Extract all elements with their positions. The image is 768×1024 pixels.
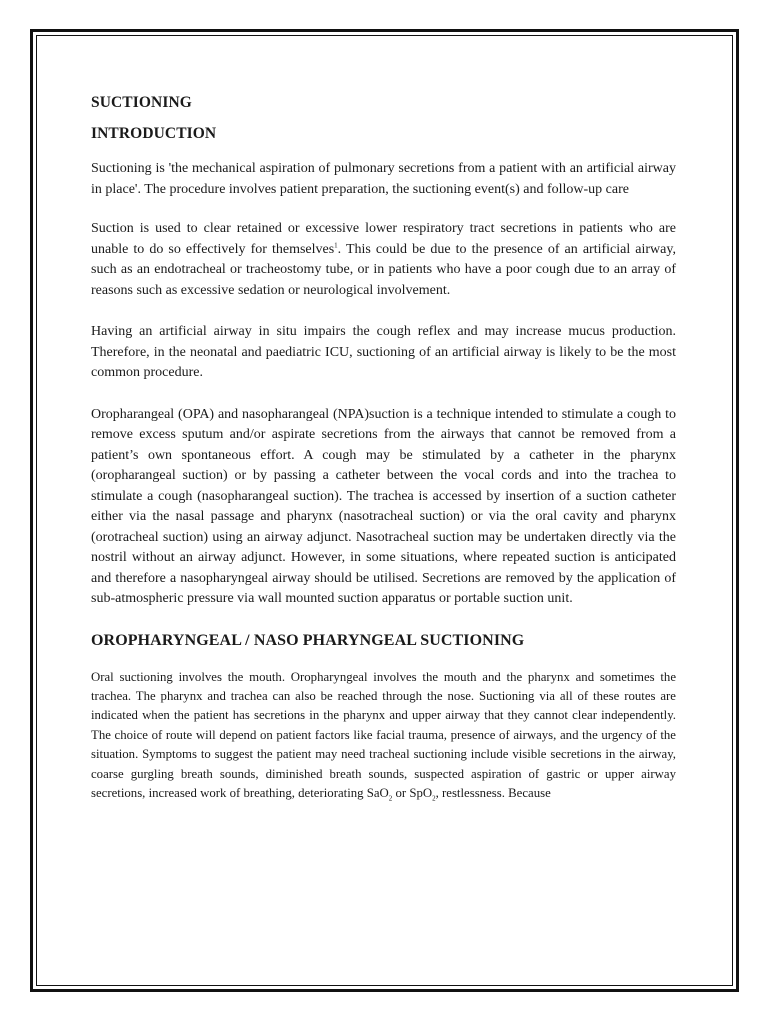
paragraph-purpose-text-a: Suction is used to clear retained or excessive lower respiratory tract secretions in patients who are unable to do so effectively for themselves bbox=[91, 221, 676, 257]
document-body bbox=[91, 94, 676, 803]
document-title: SUCTIONING bbox=[91, 94, 192, 111]
section-heading: OROPHARYNGEAL / NASO PHARYNGEAL SUCTIONING bbox=[91, 631, 525, 649]
footnote-reference: 1 bbox=[334, 240, 338, 249]
paragraph-oral-suctioning bbox=[91, 668, 676, 804]
paragraph-oral-text-a: Oral suctioning involves the mouth. Oropharyngeal involves the mouth and the pharynx and sometimes the trachea. The pharynx and trachea can also be reached through the nose. Suctioning via all of these routes are indicated when the patient has secretions in the pharynx and upper airway that they cannot clear independently. The choice of route will depend on patient factors like facial trauma, presence of airways, and the urgency of the situation. Symptoms to suggest the patient may need tracheal suctioning include visible secretions in the airway, coarse gurgling breath sounds, diminished breath sounds, suspected aspiration of gastric or upper airway secretions, increased work of breathing, deteriorating SaO bbox=[91, 669, 676, 800]
paragraph-purpose bbox=[91, 219, 676, 301]
paragraph-purpose-text-b: . This could be due to the presence of an artificial airway, such as an endotracheal or tracheostomy tube, or in patients who have a poor cough due to an array of reasons such as excessive sedation or neurological involvement. bbox=[91, 241, 676, 298]
paragraph-oral-text-c: , restlessness. Because bbox=[435, 785, 551, 800]
subscript-spo2: 2 bbox=[432, 794, 436, 803]
paragraph-oral-text-b: or SpO bbox=[392, 785, 433, 800]
paragraph-definition: Suctioning is 'the mechanical aspiration of pulmonary secretions from a patient with an artificial airway in place'. The procedure involves patient preparation, the suctioning event(s) and follow-up care bbox=[91, 161, 676, 197]
introduction-heading: INTRODUCTION bbox=[91, 125, 217, 142]
paragraph-artificial-airway: Having an artificial airway in situ impairs the cough reflex and may increase mucus production. Therefore, in the neonatal and paediatric ICU, suctioning of an artificial airway is likely to be the most common procedure. bbox=[91, 324, 676, 380]
subscript-sao2: 2 bbox=[388, 794, 393, 803]
paragraph-technique: Oropharangeal (OPA) and nasopharangeal (NPA)suction is a technique intended to stimulate a cough to remove excess sputum and/or aspirate secretions from the airways that cannot be removed from a patient’s own spontaneous effort. A cough may be stimulated by a catheter in the pharynx (oropharangeal suction) or by passing a catheter between the vocal cords and into the trachea to stimulate a cough (nasopharangeal suction). The trachea is accessed by insertion of a suction catheter either via the nasal passage and pharynx (nasotracheal suction) or via the oral cavity and pharynx (orotracheal suction) using an airway adjunct. Nasotracheal suction may be undertaken directly via the nostril without an airway adjunct. However, in some situations, where repeated suction is anticipated and therefore a nasopharyngeal airway should be utilised. Secretions are removed by the application of sub-atmospheric pressure via wall mounted suction apparatus or portable suction unit. bbox=[91, 406, 676, 606]
